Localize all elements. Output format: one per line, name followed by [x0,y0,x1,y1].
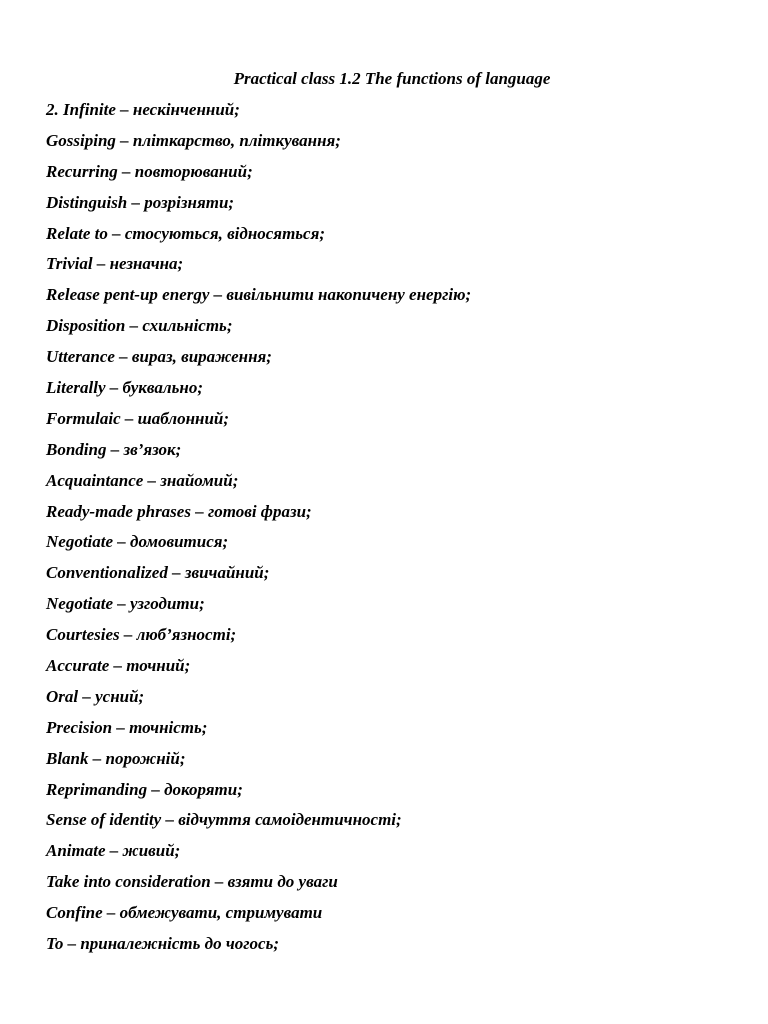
vocabulary-entry: Formulaic – шаблонний; [46,408,230,428]
document-title: Practical class 1.2 The functions of language [233,69,551,88]
vocabulary-entry: Reprimanding – докоряти; [46,779,243,799]
vocabulary-entry: Trivial – незначна; [46,254,184,274]
vocabulary-entry: Conventionalized – звичайний; [46,563,270,583]
vocabulary-entry: Gossiping – пліткарство, пліткування; [46,130,341,150]
vocabulary-entry: Negotiate – узгодити; [46,594,205,614]
vocabulary-entry: Take into consideration – взяти до уваги [46,872,338,892]
vocabulary-entry: Negotiate – домовитися; [46,532,229,552]
vocabulary-entry: Disposition – схильність; [46,316,233,336]
vocabulary-entry: Animate – живий; [46,841,181,861]
vocabulary-entry: Release pent-up energy – вивільнити накопичену енергію; [46,285,472,305]
vocabulary-entry: Courtesies – люб’язності; [46,625,237,645]
vocabulary-entry: Distinguish – розрізняти; [46,192,235,212]
vocabulary-entry: Oral – усний; [46,686,145,706]
vocabulary-list [46,99,736,964]
vocabulary-entry: Bonding – зв’язок; [46,439,182,459]
vocabulary-entry: Blank – порожній; [46,748,186,768]
vocabulary-entry: Sense of identity – відчуття самоідентичності; [46,810,402,830]
vocabulary-entry: To – приналежність до чогось; [46,934,280,954]
vocabulary-entry: Recurring – повторюваний; [46,161,253,181]
vocabulary-entry: Acquaintance – знайомий; [46,470,239,490]
vocabulary-entry: Literally – буквально; [46,378,203,398]
vocabulary-entry: Utterance – вираз, вираження; [46,347,272,367]
vocabulary-entry: Confine – обмежувати, стримувати [46,903,323,923]
vocabulary-entry: Precision – точність; [46,717,208,737]
vocabulary-entry: Relate to – стосуються, відносяться; [46,223,326,243]
vocabulary-entry: Accurate – точний; [46,656,191,676]
vocabulary-entry: Ready-made phrases – готові фрази; [46,501,312,521]
vocabulary-entry: 2. Infinite – нескінченний; [46,100,240,119]
